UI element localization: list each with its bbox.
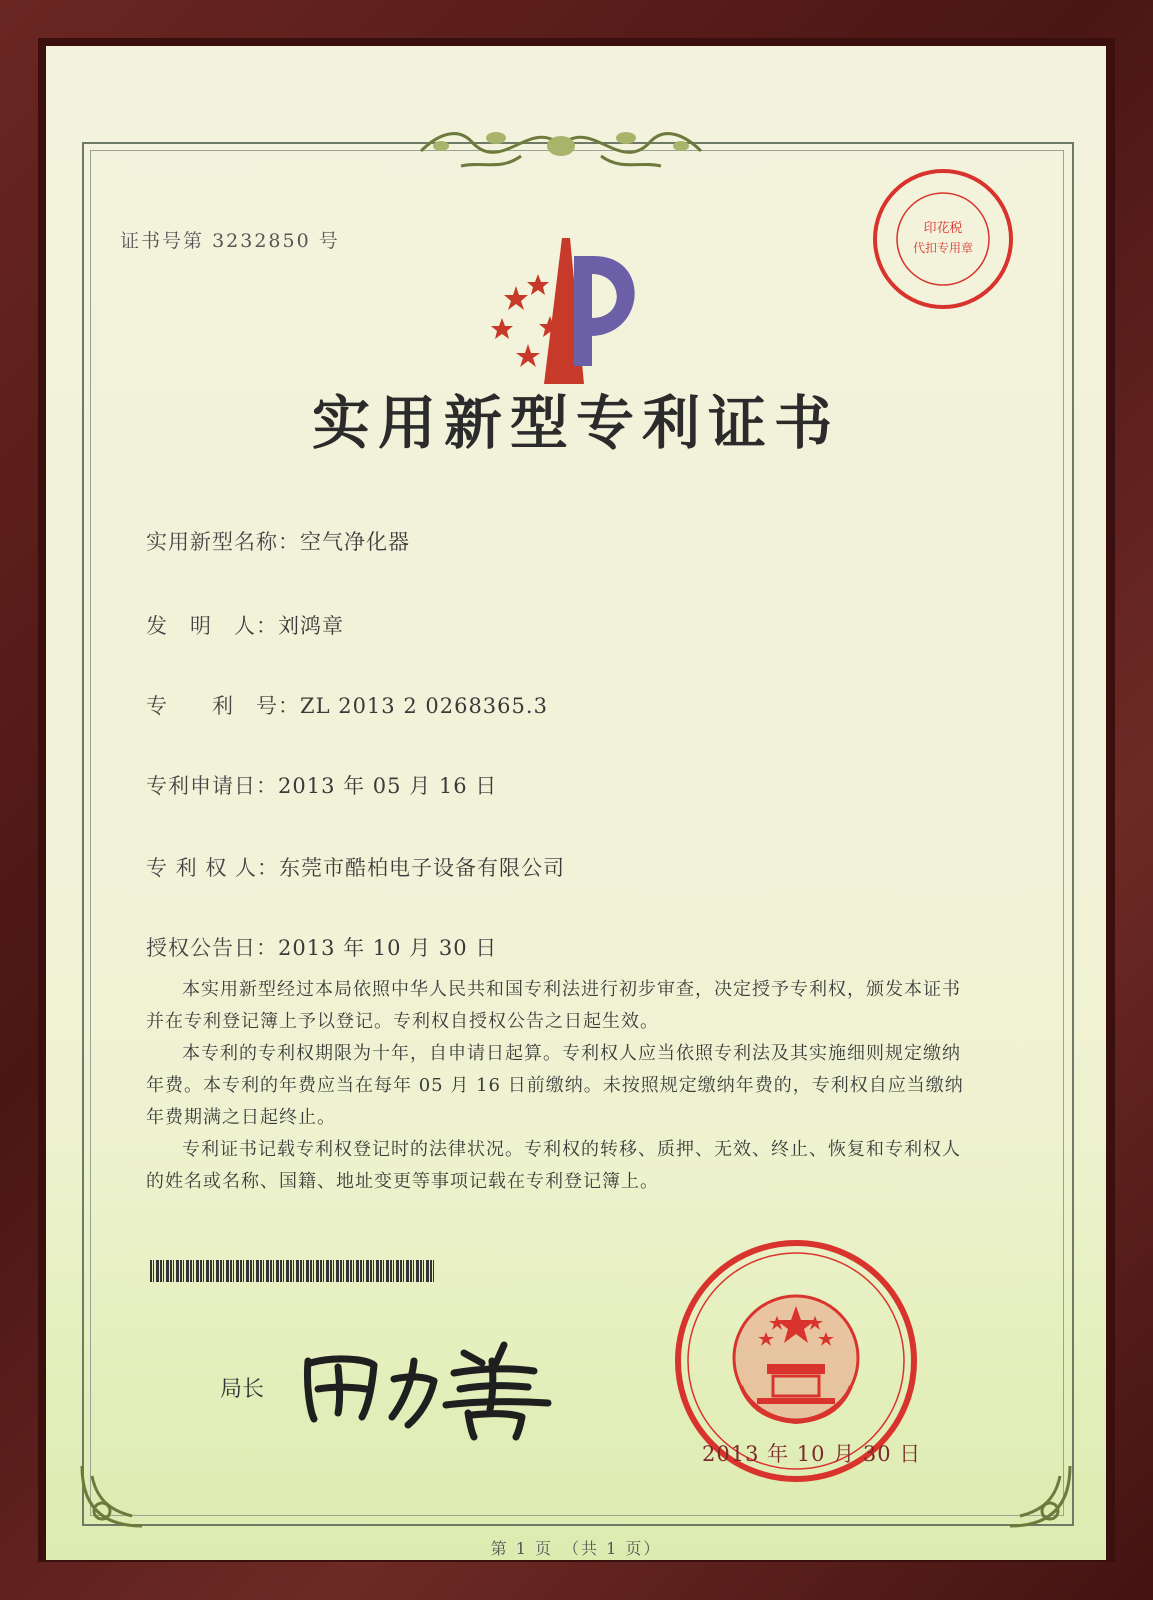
- director-signature-icon: [296, 1331, 556, 1441]
- seal-date: 2013 年 10 月 30 日: [702, 1442, 922, 1466]
- certificate-number: [120, 226, 340, 253]
- field-inventor: [146, 610, 344, 640]
- corner-ornament-left-icon: [72, 1456, 152, 1536]
- field-value: 空气净化器: [300, 530, 410, 554]
- body-paragraph-2: 本专利的专利权期限为十年，自申请日起算。专利权人应当依照专利法及其实施细则规定缴纳年费。本专利的年费应当在每年 05 月 16 日前缴纳。未按照规定缴纳年费的，专利权自应当缴纳年费期满之日起终止。: [146, 1043, 964, 1128]
- field-value: 东莞市酷柏电子设备有限公司: [279, 856, 566, 880]
- field-grant-date: [146, 932, 497, 962]
- barcode: [150, 1260, 434, 1282]
- certificate-body-text: [146, 974, 966, 1198]
- field-value: 2013 年 05 月 16 日: [278, 774, 498, 798]
- certificate-number-suffix: 号: [318, 230, 340, 252]
- field-value: 2013 年 10 月 30 日: [278, 936, 498, 960]
- body-paragraph-1: 本实用新型经过本局依照中华人民共和国专利法进行初步审查，决定授予专利权，颁发本证书并在专利登记簿上予以登记。专利权自授权公告之日起生效。: [146, 979, 961, 1032]
- tax-stamp-seal-icon: [868, 164, 1018, 314]
- field-label: 专利申请日：: [146, 774, 278, 798]
- svg-text:印花税: 印花税: [923, 221, 963, 236]
- page-title: 实用新型专利证书: [311, 389, 840, 457]
- certificate-number-value: 3232850: [212, 230, 311, 252]
- page-number: 第 1 页 （共 1 页）: [490, 1539, 662, 1558]
- field-application-date: [146, 770, 497, 800]
- top-ornament-icon: [401, 116, 721, 176]
- svg-text:代扣专用章: 代扣专用章: [912, 241, 974, 255]
- field-label: 实用新型名称：: [146, 530, 300, 554]
- field-label: 授权公告日：: [146, 936, 278, 960]
- director-label: 局长: [220, 1377, 265, 1402]
- field-patentee: [146, 852, 565, 882]
- certificate-paper: [46, 46, 1106, 1560]
- field-label: 发 明 人：: [146, 614, 278, 638]
- field-patent-number: [146, 690, 548, 720]
- field-label: 专 利 号：: [146, 694, 300, 718]
- certificate-number-label: 证书号第: [120, 230, 205, 252]
- field-label: 专 利 权 人：: [146, 856, 280, 880]
- field-value: ZL 2013 2 0268365.3: [300, 694, 548, 718]
- field-value: 刘鸿章: [278, 614, 344, 638]
- body-paragraph-3: 专利证书记载专利权登记时的法律状况。专利权的转移、质押、无效、终止、恢复和专利权人的姓名或名称、国籍、地址变更等事项记载在专利登记簿上。: [146, 1139, 961, 1192]
- field-utility-model-name: [146, 526, 410, 556]
- corner-ornament-right-icon: [1000, 1456, 1080, 1536]
